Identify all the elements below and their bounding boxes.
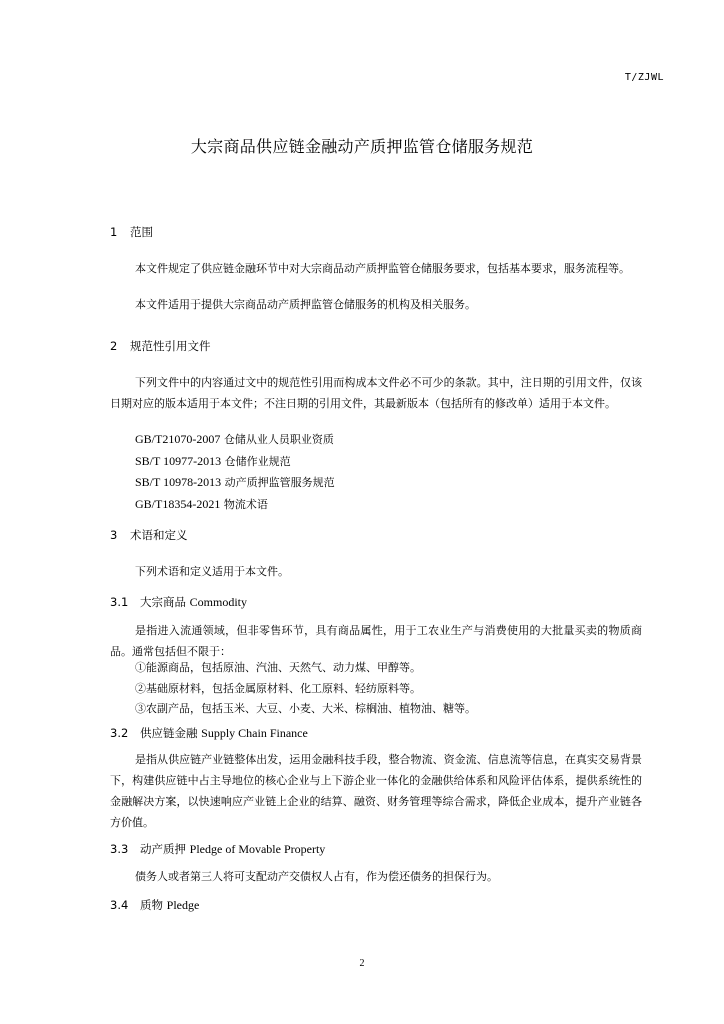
term-en: Pledge of Movable Property [189,842,326,856]
section-title: 范围 [130,225,153,239]
term-heading-pledge-of-movable-property [110,841,642,857]
term-heading-pledge [110,897,642,913]
section-title: 术语和定义 [130,528,188,542]
term-en: Pledge [166,898,200,912]
term-number: 3.1 [110,595,129,609]
scope-paragraph-1: 本文件规定了供应链金融环节中对大宗商品动产质押监管仓储服务要求，包括基本要求，服务流程等。 [135,262,630,275]
reference-name: 仓储从业人员职业资质 [223,433,334,446]
term-definition-commodity: 是指进入流通领域，但非零售环节，具有商品属性，用于工农业生产与消费使用的大批量买卖的物质商品。通常包括但不限于： [110,624,642,658]
reference-item [110,494,642,516]
section-title: 规范性引用文件 [130,339,211,353]
term-cn: 动产质押 [140,842,186,856]
reference-code: GB/T18354-2021 [135,496,221,511]
reference-code: SB/T 10978-2013 [135,475,222,489]
section-number: 3 [110,528,118,542]
normative-paragraph: 下列文件中的内容通过文中的规范性引用而构成本文件必不可少的条款。其中，注日期的引用文件，仅该日期对应的版本适用于本文件；不注日期的引用文件，其最新版本（包括所有的修改单）适用于本文件。 [110,376,642,410]
page-number: 2 [359,958,365,969]
list-item: ②基础原材料，包括金属原材料、化工原料、轻纺原料等。 [135,681,421,695]
reference-name: 动产质押监管服务规范 [224,476,335,489]
reference-item [110,429,642,451]
term-definition-supply-chain-finance: 是指从供应链产业链整体出发，运用金融科技手段，整合物流、资金流、信息流等信息，在真实交易背景下，构建供应链中占主导地位的核心企业与上下游企业一体化的金融供给体系和风险评估体系，提供系统性的金融解决方案，以快速响应产业链上企业的结算、融资、财务管理等综合需求，降低企业成本，提升产业链各方价值。 [110,753,642,829]
section-heading-terms [110,527,642,543]
section-heading-normative [110,338,642,354]
term-en: Supply Chain Finance [201,726,308,740]
list-item: ①能源商品，包括原油、汽油、天然气、动力煤、甲醇等。 [135,661,421,674]
term-heading-commodity [110,594,642,610]
section-number: 1 [110,225,118,239]
scope-paragraph-2: 本文件适用于提供大宗商品动产质押监管仓储服务的机构及相关服务。 [135,298,476,311]
list-item: ③农副产品，包括玉米、大豆、小麦、大米、棕榈油、植物油、糖等。 [135,702,476,715]
reference-item [110,451,642,473]
commodity-category-list [110,658,642,720]
term-cn: 大宗商品 [140,595,186,609]
reference-code: SB/T 10977-2013 [135,453,222,468]
term-number: 3.4 [110,898,129,912]
term-definition-pledge-of-movable-property: 债务人或者第三人将可支配动产交债权人占有，作为偿还债务的担保行为。 [135,870,498,883]
reference-name: 仓储作业规范 [224,454,291,468]
reference-item [110,472,642,494]
section-number: 2 [110,339,118,353]
reference-code: GB/T21070-2007 [135,432,221,446]
term-cn: 质物 [140,898,163,912]
document-title: 大宗商品供应链金融动产质押监管仓储服务规范 [190,137,534,156]
term-en: Commodity [189,595,247,609]
section-heading-scope [110,224,642,240]
document-code: T/ZJWL [624,72,664,83]
reference-name: 物流术语 [223,497,268,511]
term-heading-supply-chain-finance [110,725,642,741]
term-cn: 供应链金融 [140,726,198,740]
term-number: 3.2 [110,726,129,740]
term-number: 3.3 [110,842,129,856]
terms-intro: 下列术语和定义适用于本文件。 [135,565,289,578]
reference-list [110,429,642,515]
